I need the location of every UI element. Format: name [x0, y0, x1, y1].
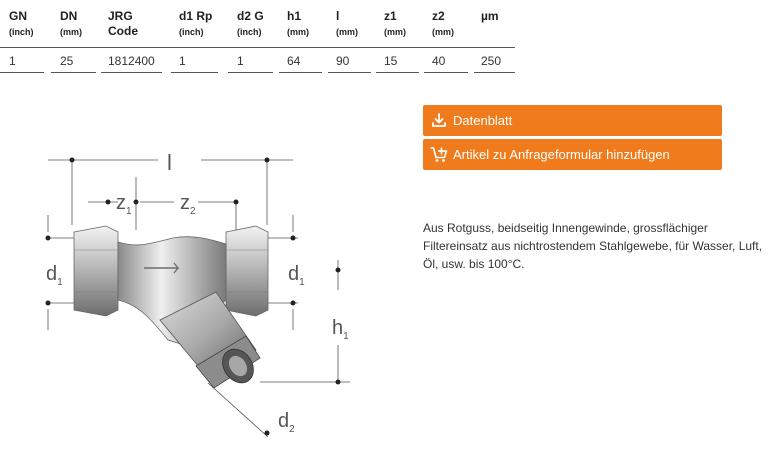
label-l: l	[167, 150, 172, 175]
cell-z2: 40	[432, 54, 446, 68]
cell-underline	[0, 72, 44, 73]
header-h1-unit: (mm)	[287, 27, 309, 37]
header-h1: h1	[287, 9, 302, 23]
cell-underline	[376, 72, 419, 73]
datasheet-button[interactable]	[423, 105, 722, 136]
add-to-request-button[interactable]	[423, 139, 722, 170]
header-jrg-code: Code	[108, 24, 138, 38]
header-z1-unit: (mm)	[384, 27, 406, 37]
label-z1: $z_1$	[116, 192, 132, 217]
label-h1: $h_1$	[332, 317, 349, 342]
cell-underline	[101, 72, 162, 73]
header-z1: z1	[384, 9, 397, 23]
label-z2: $z_2$	[180, 192, 196, 217]
cell-dn: 25	[60, 54, 74, 68]
cell-gn: 1	[9, 54, 16, 68]
header-dn-unit: (mm)	[60, 27, 82, 37]
datasheet-button-label: Datenblatt	[453, 113, 513, 128]
cell-h1: 64	[287, 54, 301, 68]
add-to-request-button-label: Artikel zu Anfrageformular hinzufügen	[453, 147, 670, 162]
header-divider	[0, 47, 515, 48]
cell-underline	[51, 72, 96, 73]
header-d1-unit: (inch)	[179, 27, 204, 37]
cell-underline	[279, 72, 322, 73]
y-strainer-valve	[74, 226, 268, 389]
cell-underline	[424, 72, 468, 73]
label-d1-left: $d_1$	[46, 263, 63, 288]
cell-mu: 250	[481, 54, 502, 68]
header-gn: GN	[9, 9, 27, 23]
download-icon	[430, 112, 448, 129]
header-gn-unit: (inch)	[9, 27, 34, 37]
cell-z1: 15	[384, 54, 398, 68]
header-l-unit: (mm)	[336, 27, 358, 37]
header-jrg: JRG	[108, 9, 133, 23]
header-d2: d2 G	[237, 9, 264, 23]
cell-d2: 1	[237, 54, 244, 68]
cell-underline	[328, 72, 371, 73]
header-z2-unit: (mm)	[432, 27, 454, 37]
cell-jrg: 1812400	[108, 54, 155, 68]
cell-d1: 1	[179, 54, 186, 68]
cart-add-icon	[430, 146, 448, 163]
header-dn: DN	[60, 9, 78, 23]
header-d1: d1 Rp	[179, 9, 213, 23]
cell-underline	[228, 72, 273, 73]
header-z2: z2	[432, 9, 445, 23]
cell-underline	[171, 72, 218, 73]
label-d2: $d_2$	[278, 410, 295, 435]
product-description: Aus Rotguss, beidseitig Innengewinde, grossflächiger Filtereinsatz aus nichtrostendem Stahlgewebe, für Wasser, Luft, Öl, usw. bis 100°C.	[423, 221, 763, 271]
label-d1-right: $d_1$	[288, 263, 305, 288]
header-l: l	[336, 9, 340, 23]
cell-l: 90	[336, 54, 350, 68]
valve-technical-drawing	[28, 140, 358, 460]
header-mu: µm	[481, 9, 499, 23]
cell-underline	[474, 72, 515, 73]
header-d2-unit: (inch)	[237, 27, 262, 37]
